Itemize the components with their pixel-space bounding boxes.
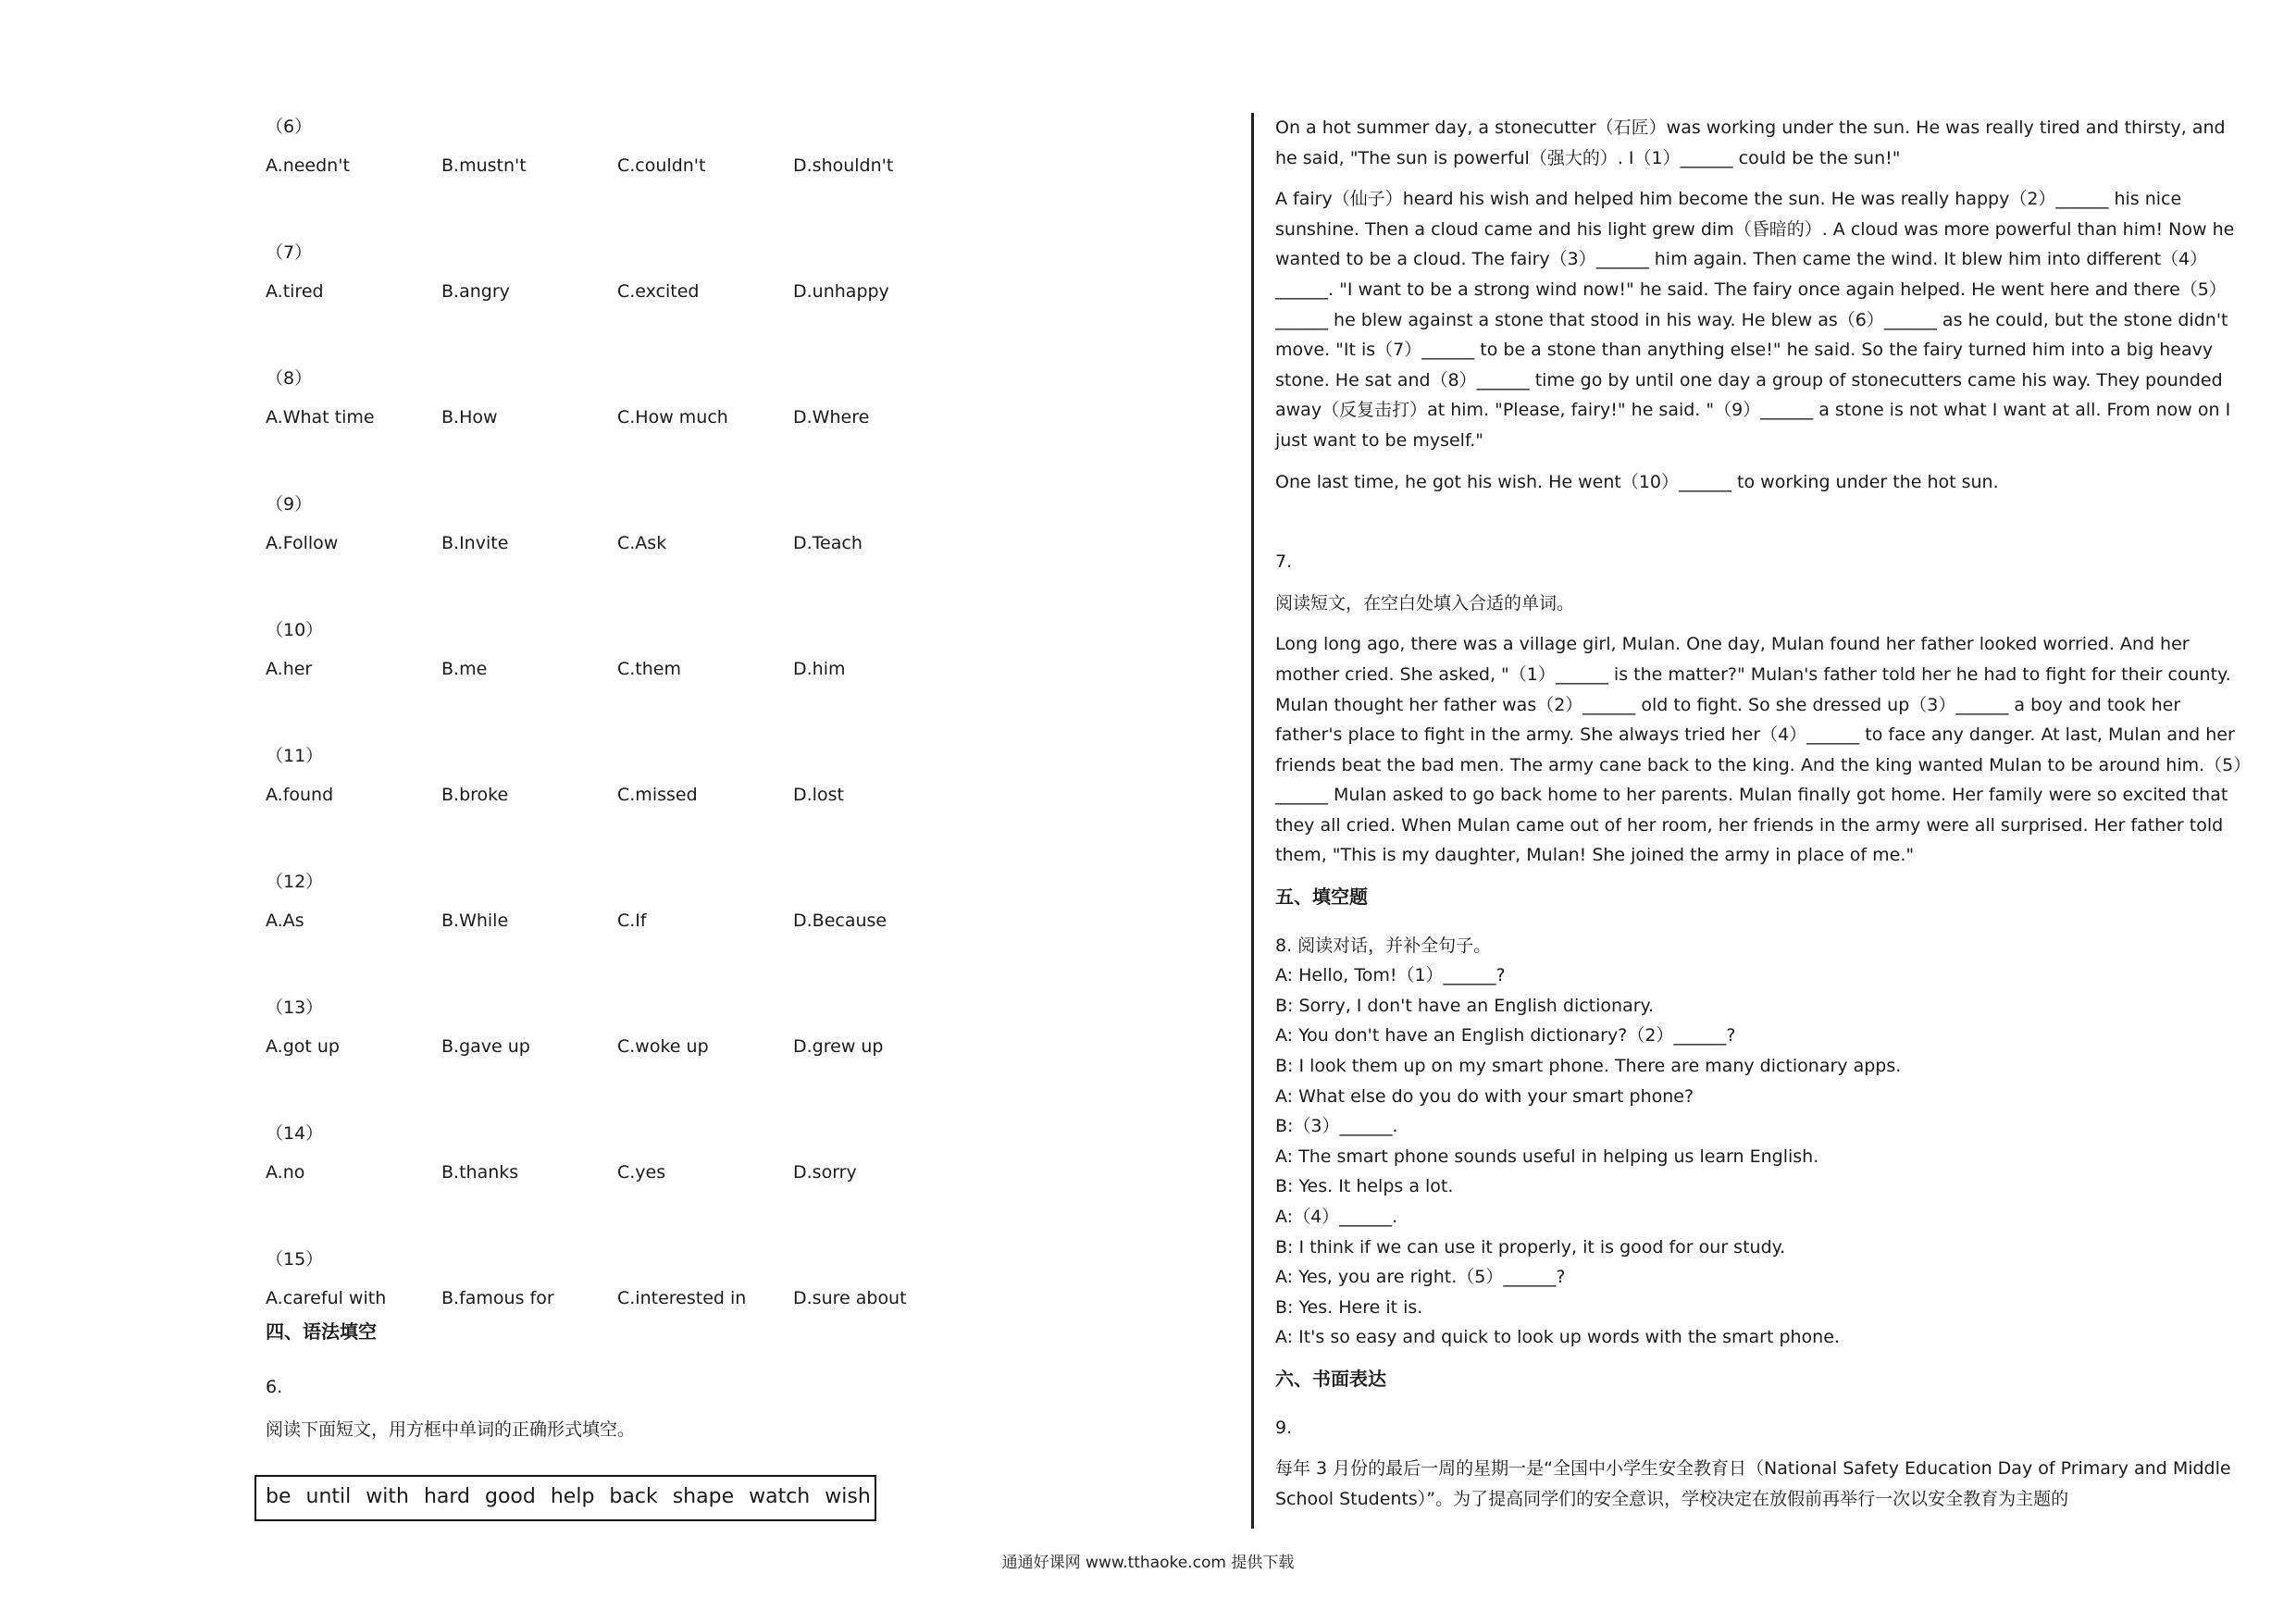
answer-option: C.them	[617, 659, 681, 679]
option-row	[266, 152, 1200, 239]
answer-option: A.got up	[266, 1036, 340, 1057]
option-row	[266, 403, 1200, 490]
answer-option: C.Ask	[617, 533, 667, 553]
answer-option: B.thanks	[441, 1162, 519, 1183]
answer-option: C.yes	[617, 1162, 666, 1183]
question-number: （14）	[266, 1123, 324, 1144]
option-row	[266, 278, 1200, 365]
answer-option: C.interested in	[617, 1288, 747, 1308]
question-6-instruction: 阅读下面短文，用方框中单词的正确形式填空。	[266, 1419, 636, 1440]
answer-option: C.excited	[617, 281, 700, 302]
answer-option: D.shouldn't	[793, 155, 894, 176]
option-row	[266, 655, 1200, 742]
word-box-word: be	[266, 1485, 292, 1508]
answer-option: D.Because	[793, 911, 887, 931]
answer-option: C.woke up	[617, 1036, 709, 1057]
answer-option: C.How much	[617, 407, 728, 427]
answer-option: D.Where	[793, 407, 870, 427]
question-number: （6）	[266, 117, 313, 137]
answer-option: A.Follow	[266, 533, 339, 553]
dialogue-line: B: Yes. Here it is.	[1275, 1296, 1423, 1318]
option-row	[266, 1158, 1200, 1245]
question-9-text: 每年 3 月份的最后一周的星期一是“全国中小学生安全教育日（National Safety Education Day of Primary and Middle School Students）”。为了提高同学们的安全意识，学校决定在放假前再举行一次以安全教育为主题的	[1275, 1458, 2231, 1509]
answer-option: D.him	[793, 659, 846, 679]
answer-option: B.How	[441, 407, 498, 427]
answer-option: A.tired	[266, 281, 324, 302]
answer-option: A.her	[266, 659, 313, 679]
story-paragraph-1: On a hot summer day, a stonecutter（石匠）was working under the sun. He was really tired and thirsty, and he said, "The sun is powerful（强大的）. I（1）______ could be the sun!"	[1275, 118, 2226, 168]
question-number: （11）	[266, 746, 324, 766]
question-number: （12）	[266, 872, 324, 892]
answer-option: A.found	[266, 785, 334, 805]
question-7-text: Long long ago, there was a village girl, Mulan. One day, Mulan found her father looked worried. And her mother cried. She asked, "（1）______ is the matter?" Mulan's father told her he had to fight for their county. Mulan thought her father was（2）______ old to fight. So she dressed up（3）______ a boy and took her father's place to fight in the army. She always tried her（4）______ to face any danger. At last, Mulan and her friends beat the bad men. The army cane back to the king. And the king wanted Mulan to be around him.（5）______ Mulan asked to go back home to her parents. Mulan finally got home. Her family were so excited that they all cried. When Mulan came out of her room, her friends in the army were all surprised. Her father told them, "This is my daughter, Mulan! She joined the army in place of me."	[1275, 634, 2252, 866]
option-row	[266, 907, 1200, 994]
word-box-word: hard	[423, 1485, 470, 1508]
answer-option: B.me	[441, 659, 488, 679]
question-6-number: 6.	[266, 1377, 283, 1397]
page-footer: 通通好课网 www.tthaoke.com 提供下载	[1001, 1554, 1295, 1572]
answer-option: B.famous for	[441, 1288, 554, 1308]
question-8-title: 8. 阅读对话，并补全句子。	[1275, 935, 1492, 956]
answer-option: C.If	[617, 911, 647, 931]
story-paragraph-2: A fairy（仙子）heard his wish and helped him become the sun. He was really happy（2）______ his nice sunshine. Then a cloud came and his light grew dim（昏暗的）. A cloud was more powerful than him! Now he wanted to be a cloud. The fairy（3）______ him again. Then came the wind. It blew him into different（4）______. "I want to be a strong wind now!" he said. The fairy once again helped. He went here and there（5）______ he blew against a stone that stood in his way. He blew as（6）______ as he could, but the stone didn't move. "It is（7）______ to be a stone than anything else!" he said. So the fairy turned him into a big heavy stone. He sat and（8）______ time go by until one day a group of stonecutters came his way. They pounded away（反复击打）at him. "Please, fairy!" he said. "（9）______ a stone is not what I want at all. From now on I just want to be myself."	[1275, 189, 2235, 451]
question-number: （7）	[266, 242, 313, 263]
answer-option: D.Teach	[793, 533, 863, 553]
answer-option: A.careful with	[266, 1288, 387, 1308]
answer-option: B.broke	[441, 785, 509, 805]
word-box-word: until	[305, 1485, 352, 1508]
answer-option: B.mustn't	[441, 155, 527, 176]
answer-option: C.missed	[617, 785, 698, 805]
option-row	[266, 1284, 1200, 1318]
story-paragraph-3: One last time, he got his wish. He went（10）______ to working under the hot sun.	[1275, 471, 1999, 492]
answer-option: A.needn't	[266, 155, 350, 176]
answer-option: A.As	[266, 911, 304, 931]
dialogue	[1275, 960, 2253, 1353]
answer-option: B.gave up	[441, 1036, 530, 1057]
dialogue-line: B: Sorry, I don't have an English dictionary.	[1275, 995, 1655, 1016]
word-box-word: good	[485, 1485, 536, 1508]
word-box-word: back	[609, 1485, 658, 1508]
question-number: （9）	[266, 494, 313, 514]
question-7-number: 7.	[1275, 551, 1293, 573]
question-number: （10）	[266, 620, 324, 640]
left-column	[266, 113, 1200, 1455]
right-column	[1275, 113, 2253, 1525]
word-box-word: wish	[825, 1485, 871, 1508]
question-list	[266, 113, 1200, 1318]
dialogue-line: B: Yes. It helps a lot.	[1275, 1176, 1454, 1197]
answer-option: B.Invite	[441, 533, 509, 553]
dialogue-line: B: I think if we can use it properly, it is good for our study.	[1275, 1236, 1786, 1258]
word-box-word: shape	[672, 1485, 735, 1508]
question-number: （8）	[266, 368, 313, 389]
option-row	[266, 529, 1200, 616]
word-box-word: help	[550, 1485, 595, 1508]
option-row	[266, 781, 1200, 868]
word-box-word: with	[366, 1485, 409, 1508]
section-6-title: 六、书面表达	[1275, 1367, 1386, 1390]
dialogue-line: A: It's so easy and quick to look up words with the smart phone.	[1275, 1327, 1840, 1348]
dialogue-line: A: You don't have an English dictionary?（2）______?	[1275, 1025, 1736, 1047]
dialogue-line: B: I look them up on my smart phone. There are many dictionary apps.	[1275, 1056, 1902, 1077]
word-box	[254, 1475, 876, 1521]
option-row	[266, 1033, 1200, 1120]
dialogue-line: A: What else do you do with your smart phone?	[1275, 1085, 1694, 1107]
section-4-title: 四、语法填空	[266, 1320, 377, 1343]
question-number: （15）	[266, 1249, 324, 1270]
dialogue-line: A: Hello, Tom!（1）______?	[1275, 965, 1506, 986]
dialogue-line: A:（4）______.	[1275, 1207, 1398, 1227]
answer-option: D.lost	[793, 785, 844, 805]
column-divider	[1251, 113, 1254, 1529]
dialogue-line: B:（3）______.	[1275, 1116, 1398, 1137]
answer-option: C.couldn't	[617, 155, 706, 176]
word-box-word: watch	[749, 1485, 811, 1508]
answer-option: B.angry	[441, 281, 510, 302]
question-number: （13）	[266, 997, 324, 1018]
section-5-title: 五、填空题	[1275, 886, 1368, 909]
answer-option: A.What time	[266, 407, 375, 427]
answer-option: D.sure about	[793, 1288, 907, 1308]
answer-option: B.While	[441, 911, 509, 931]
answer-option: A.no	[266, 1162, 305, 1183]
answer-option: D.sorry	[793, 1162, 857, 1183]
dialogue-line: A: Yes, you are right.（5）______?	[1275, 1267, 1566, 1288]
dialogue-line: A: The smart phone sounds useful in helping us learn English.	[1275, 1146, 1819, 1167]
question-7-instruction: 阅读短文，在空白处填入合适的单词。	[1275, 592, 1575, 613]
answer-option: D.grew up	[793, 1036, 884, 1057]
question-9-number: 9.	[1275, 1417, 1293, 1438]
answer-option: D.unhappy	[793, 281, 889, 302]
